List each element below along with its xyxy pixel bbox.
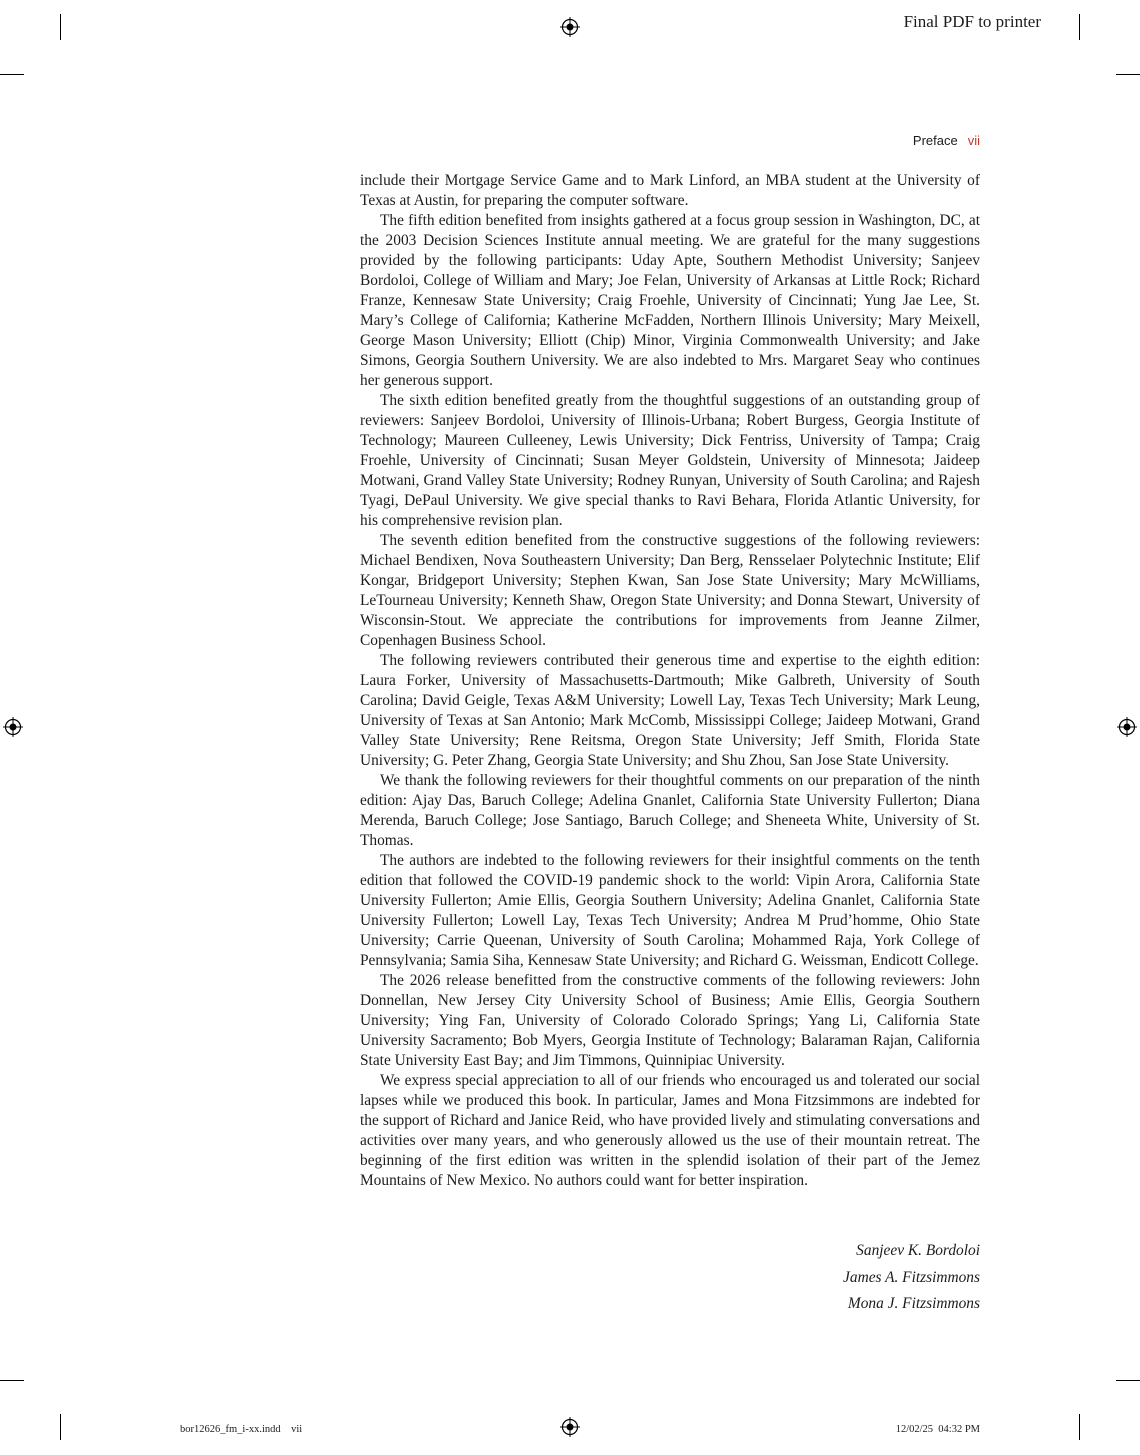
paragraph: The authors are indebted to the following reviewers for their insightful comments on the tenth edition that followed the COVID-19 pandemic shock to the world: Vipin Arora, California State University Fullerton; Amie Ellis, Georgia Southern University; Adelina Gnanlet, California State University Fullerton; Lowell Lay, Texas Tech University; Andrea M Prud’homme, Ohio State University; Carrie Queenan, University of South Carolina; Mohammed Raja, York College of Pennsylvania; Samia Siha, Kennesaw State University; and Richard G. Weissman, Endicott College. xyxy=(360,852,980,969)
running-head-section: Preface xyxy=(912,133,958,148)
paragraph: The sixth edition benefited greatly from the thoughtful suggestions of an outstanding group of reviewers: Sanjeev Bordoloi, University of Illinois-Urbana; Robert Burgess, Georgia Institute of Technology; Maureen Culleeney, Lewis University; Dick Fentriss, University of Tampa; Craig Froehle, University of Cincinnati; Susan Meyer Goldstein, University of Minnesota; Jaideep Motwani, Grand Valley State University; Rodney Runyan, University of South Carolina; and Rajesh Tyagi, DePaul University. We give special thanks to Ravi Behara, Florida Atlantic University, for his comprehensive revision plan. xyxy=(360,392,980,529)
paragraph: include their Mortgage Service Game and to Mark Linford, an MBA student at the University of Texas at Austin, for preparing the computer software. xyxy=(360,172,980,209)
author-name: James A. Fitzsimmons xyxy=(843,1268,980,1286)
running-head xyxy=(913,133,980,148)
timestamp-slug: 12/02/25 04:32 PM xyxy=(895,1424,980,1435)
paragraph: The seventh edition benefited from the constructive suggestions of the following reviewers: Michael Bendixen, Nova Southeastern University; Dan Berg, Rensselaer Polytechnic Institute; Elif Kongar, Bridgeport University; Stephen Kwan, San Jose State University; Mary McWilliams, LeTourneau University; Kenneth Shaw, Oregon State University; and Donna Stewart, University of Wisconsin-Stout. We appreciate the contributions for improvements from Jeanne Zilmer, Copenhagen Business School. xyxy=(360,532,980,649)
paragraph: The 2026 release benefitted from the constructive comments of the following reviewers: John Donnellan, New Jersey City University School of Business; Amie Ellis, Georgia Southern University; Ying Fan, University of Colorado Colorado Springs; Yang Li, California State University Sacramento; Bob Myers, Georgia Institute of Technology; Balaraman Rajan, California State University East Bay; and Jim Timmons, Quinnipiac University. xyxy=(360,972,980,1069)
crop-mark xyxy=(1116,1380,1140,1381)
page-number: vii xyxy=(967,133,980,148)
author-name: Sanjeev K. Bordoloi xyxy=(856,1242,980,1259)
paragraph: The fifth edition benefited from insights gathered at a focus group session in Washington, DC, at the 2003 Decision Sciences Institute annual meeting. We are grateful for the many suggestions provided by the following participants: Uday Apte, Southern Methodist University; Sanjeev Bordoloi, College of William and Mary; Joe Felan, University of Arkansas at Little Rock; Richard Franze, Kennesaw State University; Craig Froehle, University of Cincinnati; Yung Jae Lee, St. Mary’s College of California; Katherine McFadden, Northern Illinois University; Mary Meixell, George Mason University; Elliott (Chip) Minor, Virginia Commonwealth University; and Jake Simons, Georgia Southern University. We are also indebted to Mrs. Margaret Seay who continues her generous support. xyxy=(360,212,980,389)
registration-mark-icon xyxy=(560,17,580,37)
registration-mark-icon xyxy=(3,717,23,737)
crop-mark xyxy=(0,74,24,75)
crop-mark xyxy=(60,1414,61,1440)
crop-mark xyxy=(1116,74,1140,75)
author-name: Mona J. Fitzsimmons xyxy=(847,1295,980,1312)
crop-mark xyxy=(1079,1414,1080,1440)
author-signatures xyxy=(843,1238,980,1318)
printer-slug: Final PDF to printer xyxy=(903,12,1041,31)
crop-mark xyxy=(1079,14,1080,40)
registration-mark-icon xyxy=(560,1417,580,1437)
preface-body xyxy=(360,171,980,1191)
crop-mark xyxy=(60,14,61,40)
file-slug: bor12626_fm_i-xx.indd vii xyxy=(180,1424,303,1435)
paragraph: We express special appreciation to all of our friends who encouraged us and tolerated our social lapses while we produced this book. In particular, James and Mona Fitzsimmons are indebted for the support of Richard and Janice Reid, who have provided lively and stimulating conversations and activities over many years, and who generously allowed us the use of their mountain retreat. The beginning of the first edition was written in the splendid isolation of their part of the Jemez Mountains of New Mexico. No authors could want for better inspiration. xyxy=(360,1072,980,1189)
paragraph: The following reviewers contributed their generous time and expertise to the eighth edition: Laura Forker, University of Massachusetts-Dartmouth; Mike Galbreth, University of South Carolina; David Geigle, Texas A&M University; Lowell Lay, Texas Tech University; Mark Leung, University of Texas at San Antonio; Mark McComb, Mississippi College; Jaideep Motwani, Grand Valley State University; Rene Reitsma, Oregon State University; Jeff Smith, Florida State University; G. Peter Zhang, Georgia State University; and Shu Zhou, San Jose State University. xyxy=(360,652,980,769)
registration-mark-icon xyxy=(1117,717,1137,737)
crop-mark xyxy=(0,1380,24,1381)
paragraph: We thank the following reviewers for their thoughtful comments on our preparation of the ninth edition: Ajay Das, Baruch College; Adelina Gnanlet, California State University Fullerton; Diana Merenda, Baruch College; Jose Santiago, Baruch College; and Sheneeta White, University of St. Thomas. xyxy=(360,772,980,849)
